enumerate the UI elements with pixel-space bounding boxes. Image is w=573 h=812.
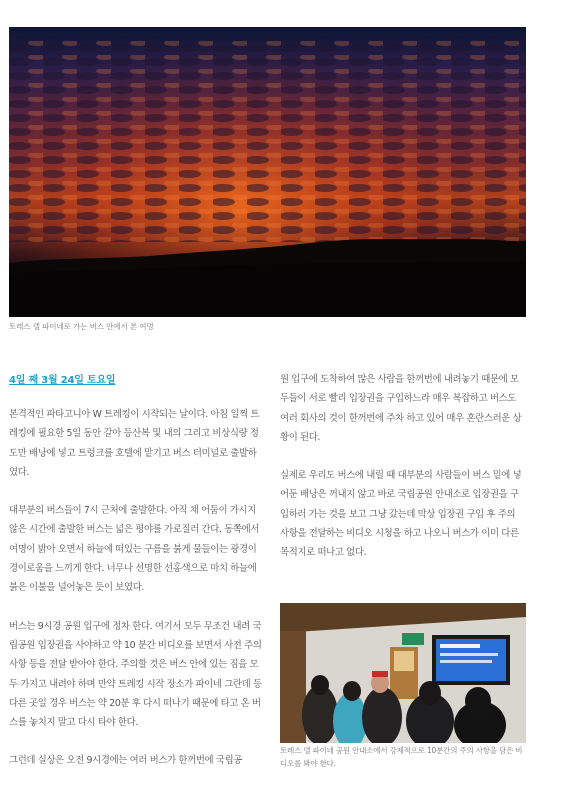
article-right-column: [280, 370, 526, 582]
visitor-center-caption: 토레스 델 파이네 공원 안내소에서 강제적으로 10분간의 주의 사항을 담은 비디오를 봐야 한다.: [280, 746, 523, 768]
paragraph: 버스는 9시경 공원 입구에 정차 한다. 여기서 모두 무조건 내려 국립공원 입장권을 사야하고 약 10 분간 비디오를 보면서 사전 주의 사항 등을 전달 받아야 한다. 주의할 것은 버스 안에 있는 짐을 모두 가지고 내려야 하며 만약 트레킹 시작 장소가 파이네 그란데 등 다른 곳일 경우 버스는 약 20분 후 다시 떠나기 때문에 타고 온 버스를 놓치지 말고 다시 타야 한다.: [9, 620, 262, 729]
visitor-center-photo-art: [280, 603, 526, 743]
paragraph: 원 입구에 도착하여 많은 사람을 한꺼번에 내려놓기 때문에 모두들이 서로 빨리 입장권을 구입하느라 매우 복잡하고 버스도 여러 회사의 것이 한꺼번에 주차 하고 있어 매우 혼란스러운 상황이 된다.: [280, 374, 522, 443]
paragraph: 그런데 실상은 오전 9시경에는 여러 버스가 한꺼번에 국립공: [9, 755, 242, 767]
hero-caption: 토레스 델 파이네로 가는 버스 안에서 본 여명: [9, 322, 154, 331]
date-heading[interactable]: 4일 째 3월 24일 토요일: [9, 375, 116, 386]
visitor-center-photo: [280, 603, 526, 743]
hero-photo: [9, 27, 526, 317]
paragraph: 본격적인 파타고니아 W 트레킹이 시작되는 날이다. 아침 일찍 트레킹에 필요한 5일 동안 갈아 등산복 및 내의 그리고 비상식량 정도만 배낭에 넣고 트렁크를 호텔에 맡기고 버스 터미널로 출발하였다.: [9, 409, 260, 478]
paragraph: 대부분의 버스들이 7시 근처에 출발한다. 아직 채 어둠이 가시지 않은 시간에 출발한 버스는 넓은 평야를 가로질러 간다. 동쪽에서 여명이 밝아 오면서 하늘에 떠있는 구름을 붉게 물들이는 광경이 경이로움을 느끼게 한다. 너무나 선명한 선홍색으로 마치 하늘에 붉은 이불을 널어놓은 듯이 보였다.: [9, 505, 260, 594]
article-left-column: [9, 371, 264, 790]
hero-photo-art: [9, 27, 526, 317]
paragraph: 실제로 우리도 버스에 내릴 때 대부분의 사람들이 버스 밑에 넣어둔 배낭은 꺼내지 않고 바로 국립공원 안내소로 입장권을 구입하러 가는 것을 보고 그냥 갔는데 막상 입장권 구입 후 주의 사항을 전달하는 비디오 시청을 하고 나오니 버스가 이미 다른 목적지로 떠나고 없다.: [280, 470, 522, 559]
